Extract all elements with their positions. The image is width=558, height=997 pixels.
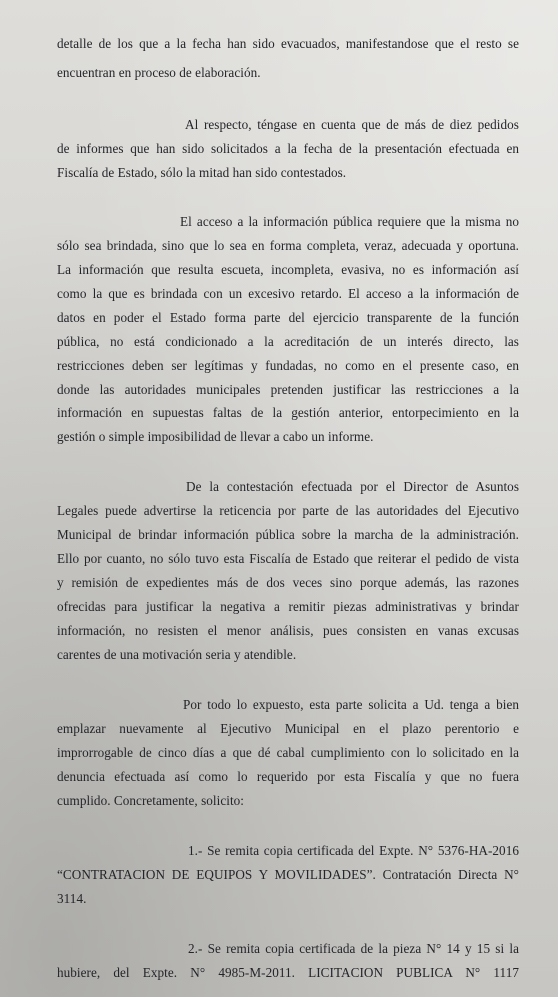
text-line: información en supuestas faltas de la gestión anterior, entorpecimiento en la [57,405,519,420]
text-line: 1.- Se remita copia certificada del Expte. N° 5376-HA-2016 [188,843,519,858]
text-line: improrrogable de cinco días a que dé cabal cumplimiento con lo solicitado en la [57,745,519,760]
text-line: datos en poder el Estado forma parte del ejercicio transparente de la función [57,310,519,325]
text-line: Legales puede advertirse la reticencia por parte de las autoridades del Ejecutivo [57,503,519,518]
text-line: 3114. [57,891,87,906]
text-line: de informes que han sido solicitados a la fecha de la presentación efectuada en [57,141,519,156]
text-line: emplazar nuevamente al Ejecutivo Municipal en el plazo perentorio e [57,721,519,736]
text-line: denuncia efectuada así como lo requerido por esta Fiscalía y que no fuera [57,769,519,784]
text-line: información, no resisten el menor análisis, pues consisten en vanas excusas [57,623,519,638]
text-line: carentes de una motivación seria y atendible. [57,647,297,662]
text-line: como la que es brindada con un excesivo retardo. El acceso a la información de [57,286,519,301]
text-line: Ello por cuanto, no sólo tuvo esta Fiscalía de Estado que reiterar el pedido de vista [57,551,519,566]
text-line: restricciones deben ser legítimas y fundadas, no como en el presente caso, en [57,358,519,373]
text-line: Al respecto, téngase en cuenta que de más de diez pedidos [185,117,519,132]
text-line: cumplido. Concretamente, solicito: [57,793,245,808]
text-line: hubiere, del Expte. N° 4985-M-2011. LICITACION PUBLICA N° 1117 [57,965,519,980]
text-line: De la contestación efectuada por el Director de Asuntos [186,479,519,494]
text-line: Por todo lo expuesto, esta parte solicita a Ud. tenga a bien [183,697,519,712]
text-line: sólo sea brindada, sino que lo sea en forma completa, veraz, adecuada y oportuna. [57,238,519,253]
text-line: Municipal de brindar información pública sobre la marcha de la administración. [57,527,519,542]
text-line: donde las autoridades municipales pretenden justificar las restricciones a la [57,382,519,397]
text-line: ofrecidas para justificar la negativa a remitir piezas administrativas y brindar [57,599,519,614]
text-line: y remisión de expedientes más de dos veces sino porque además, las razones [57,575,519,590]
text-line: pública, no está condicionado a la acreditación de un interés directo, las [57,334,519,349]
text-line: gestión o simple imposibilidad de llevar a cabo un informe. [57,429,374,444]
text-line: Fiscalía de Estado, sólo la mitad han sido contestados. [57,165,347,180]
text-line: 2.- Se remita copia certificada de la pieza N° 14 y 15 si la [188,941,519,956]
text-line: El acceso a la información pública requiere que la misma no [180,214,519,229]
text-line: detalle de los que a la fecha han sido evacuados, manifestandose que el resto se [57,36,519,51]
text-line: encuentran en proceso de elaboración. [57,65,261,80]
text-line: La información que resulta escueta, incompleta, evasiva, no es información así [57,262,519,277]
text-line: “CONTRATACION DE EQUIPOS Y MOVILIDADES”. Contratación Directa N° [57,867,519,882]
